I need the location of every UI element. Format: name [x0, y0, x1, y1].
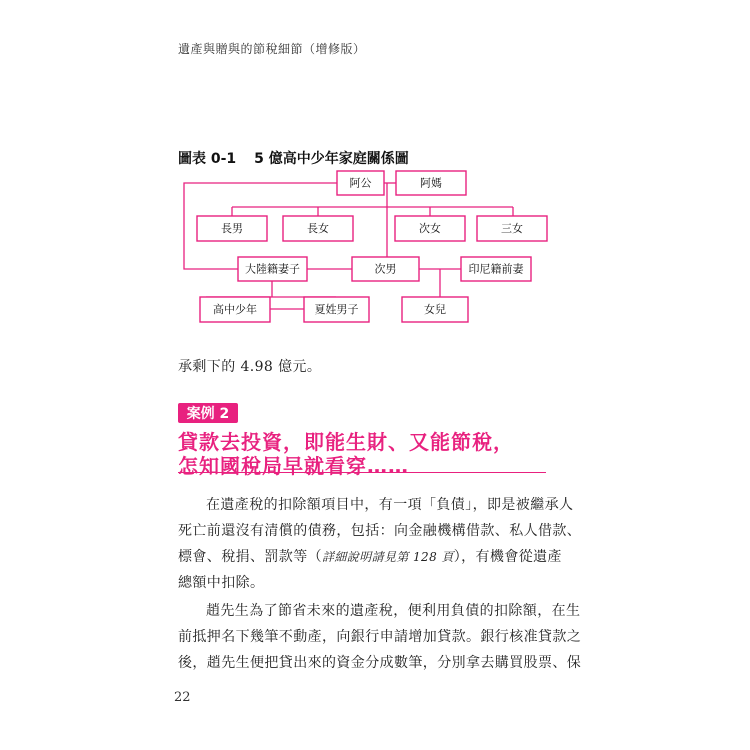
page-reference-note: 詳細說明請見第 128 頁	[322, 550, 454, 564]
node-mainland-wife-label: 大陸籍妻子	[245, 262, 300, 276]
page-number: 22	[174, 690, 191, 705]
paragraph-2-line-3: 後，趙先生便把貸出來的資金分成數筆，分別拿去購買股票、保	[178, 655, 582, 671]
node-second-daughter-label: 次女	[419, 222, 441, 235]
node-indonesian-ex-wife	[461, 257, 531, 281]
node-high-school-teen	[200, 297, 270, 322]
node-eldest-daughter	[283, 216, 353, 241]
node-man-surnamed-xia-label: 夏姓男子	[314, 303, 359, 316]
node-second-son	[352, 257, 419, 281]
node-third-daughter	[477, 216, 547, 241]
node-eldest-daughter-label: 長女	[307, 222, 329, 235]
node-grandmother-label: 阿媽	[420, 176, 442, 190]
case-title-line-1: 貸款去投資，即能生財、又能節稅，	[178, 430, 514, 454]
paragraph-1-line-4: 總額中扣除。	[178, 575, 265, 591]
node-grandfather	[337, 171, 384, 195]
node-second-daughter	[395, 216, 465, 241]
paragraph-1-line-2: 死亡前還沒有清償的債務，包括：向金融機構借款、私人借款、	[178, 523, 582, 539]
paragraph-2-line-1: 趙先生為了節省未來的遺產稅，便利用負債的扣除額，在生	[206, 603, 581, 619]
chart-connectors	[184, 183, 513, 309]
node-eldest-son	[197, 216, 267, 241]
node-grandfather-label: 阿公	[349, 176, 372, 190]
case-badge: 案例 2	[178, 403, 238, 423]
paragraph-1-line-3	[178, 546, 562, 566]
node-high-school-teen-label: 高中少年	[213, 303, 257, 316]
node-mainland-wife	[238, 257, 307, 281]
paragraph-1-line-3-end: ），有機會從遺產	[453, 549, 562, 565]
remaining-amount-line: 承剩下的 4.98 億元。	[178, 359, 322, 375]
node-indonesian-ex-wife-label: 印尼籍前妻	[468, 262, 524, 276]
paragraph-1-line-3-start: 標會、稅捐、罰款等（	[178, 549, 322, 565]
node-eldest-son-label: 長男	[221, 222, 243, 235]
node-daughter	[402, 297, 468, 322]
paragraph-1-line-1: 在遺產稅的扣除額項目中，有一項「負債」，即是被繼承人	[206, 497, 574, 513]
node-grandmother	[396, 171, 466, 195]
case-title-line-2: 怎知國稅局早就看穿……	[178, 454, 409, 478]
running-header: 遺產與贈與的節稅細節（增修版）	[178, 42, 366, 56]
node-daughter-label: 女兒	[424, 303, 446, 316]
node-third-daughter-label: 三女	[501, 222, 523, 235]
figure-number: 圖表 0-1	[178, 151, 237, 167]
paragraph-2-line-2: 前抵押名下幾筆不動產，向銀行申請增加貸款。銀行核准貸款之	[178, 629, 582, 645]
node-second-son-label: 次男	[374, 262, 397, 276]
figure-caption: 5 億高中少年家庭關係圖	[254, 151, 409, 167]
case-title-rule	[178, 472, 546, 473]
node-man-surnamed-xia	[304, 297, 369, 322]
